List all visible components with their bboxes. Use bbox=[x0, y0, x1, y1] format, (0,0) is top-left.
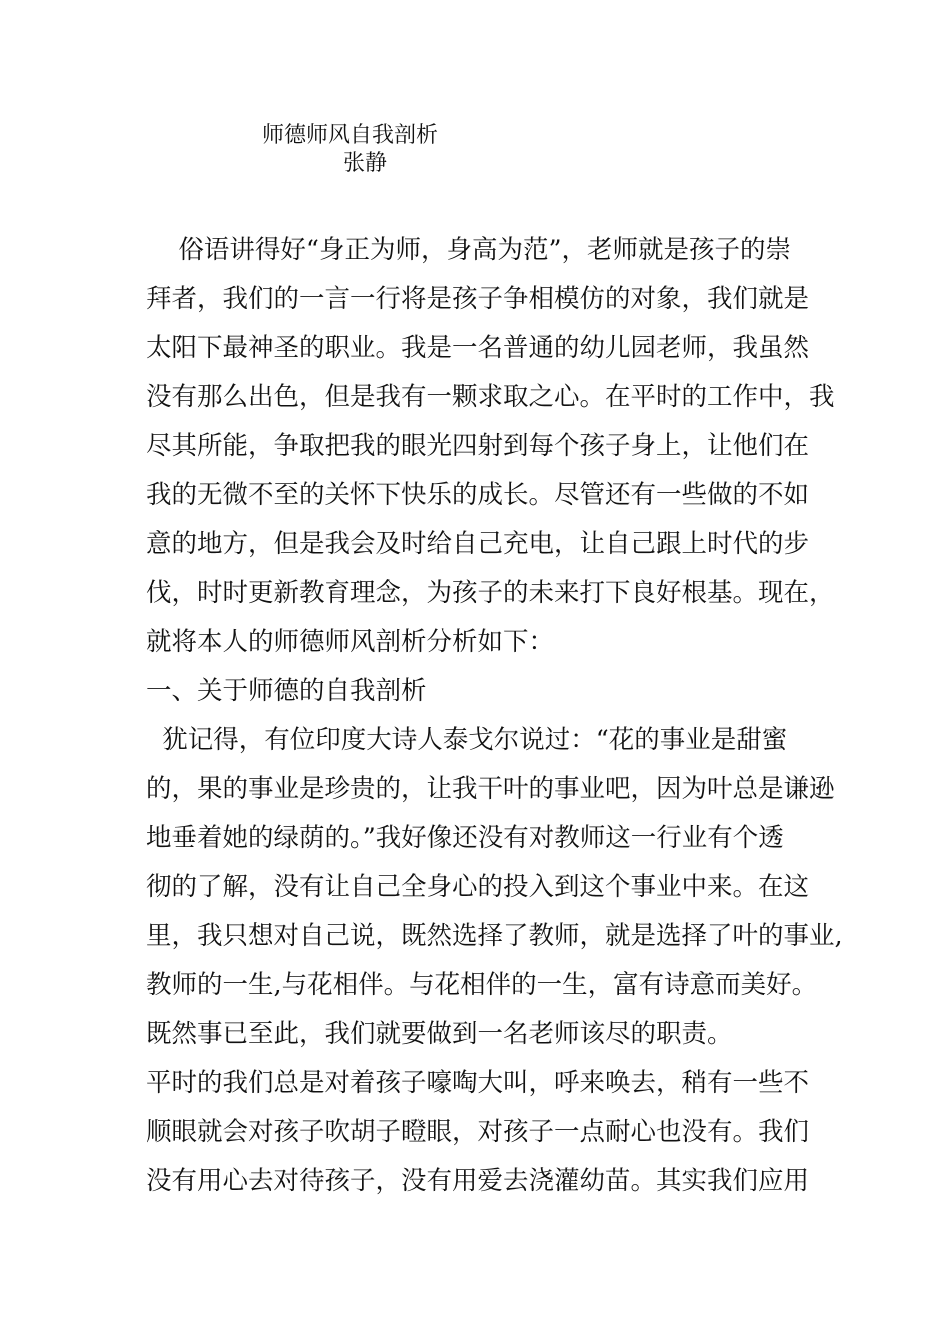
body-line: 犹记得，有位印度大诗人泰戈尔说过：“花的事业是甜蜜 bbox=[146, 725, 788, 755]
body-line: 里，我只想对自己说，既然选择了教师，就是选择了叶的事业, bbox=[146, 921, 843, 951]
body-line: 教师的一生,与花相伴。与花相伴的一生，富有诗意而美好。 bbox=[146, 970, 818, 1000]
body-line: 既然事已至此，我们就要做到一名老师该尽的职责。 bbox=[146, 1019, 733, 1049]
body-line: 意的地方，但是我会及时给自己充电，让自己跟上时代的步 bbox=[146, 529, 810, 559]
body-line: 平时的我们总是对着孩子嚎啕大叫，呼来唤去，稍有一些不 bbox=[146, 1068, 810, 1098]
body-line: 拜者，我们的一言一行将是孩子争相模仿的对象，我们就是 bbox=[146, 284, 810, 314]
section-heading: 一、关于师德的自我剖析 bbox=[146, 676, 427, 706]
body-line: 就将本人的师德师风剖析分析如下： bbox=[146, 627, 555, 657]
body-line: 的，果的事业是珍贵的，让我干叶的事业吧，因为叶总是谦逊 bbox=[146, 774, 835, 804]
body-line: 尽其所能，争取把我的眼光四射到每个孩子身上，让他们在 bbox=[146, 431, 810, 461]
body-line: 伐，时时更新教育理念，为孩子的未来打下良好根基。现在， bbox=[146, 578, 835, 608]
body-line: 地垂着她的绿荫的。”我好像还没有对教师这一行业有个透 bbox=[146, 823, 784, 853]
body-line: 没有那么出色，但是我有一颗求取之心。在平时的工作中，我 bbox=[146, 382, 835, 412]
document-title: 师德师风自我剖析 bbox=[262, 123, 439, 148]
body-line: 俗语讲得好“身正为师，身高为范”，老师就是孩子的崇 bbox=[146, 235, 791, 265]
document-author: 张静 bbox=[343, 151, 388, 176]
body-line: 彻的了解，没有让自己全身心的投入到这个事业中来。在这 bbox=[146, 872, 810, 902]
body-line: 我的无微不至的关怀下快乐的成长。尽管还有一些做的不如 bbox=[146, 480, 810, 510]
document-body bbox=[146, 230, 843, 1210]
body-line: 没有用心去对待孩子，没有用爱去浇灌幼苗。其实我们应用 bbox=[146, 1166, 810, 1196]
body-line: 太阳下最神圣的职业。我是一名普通的幼儿园老师，我虽然 bbox=[146, 333, 810, 363]
body-line: 顺眼就会对孩子吹胡子瞪眼，对孩子一点耐心也没有。我们 bbox=[146, 1117, 810, 1147]
